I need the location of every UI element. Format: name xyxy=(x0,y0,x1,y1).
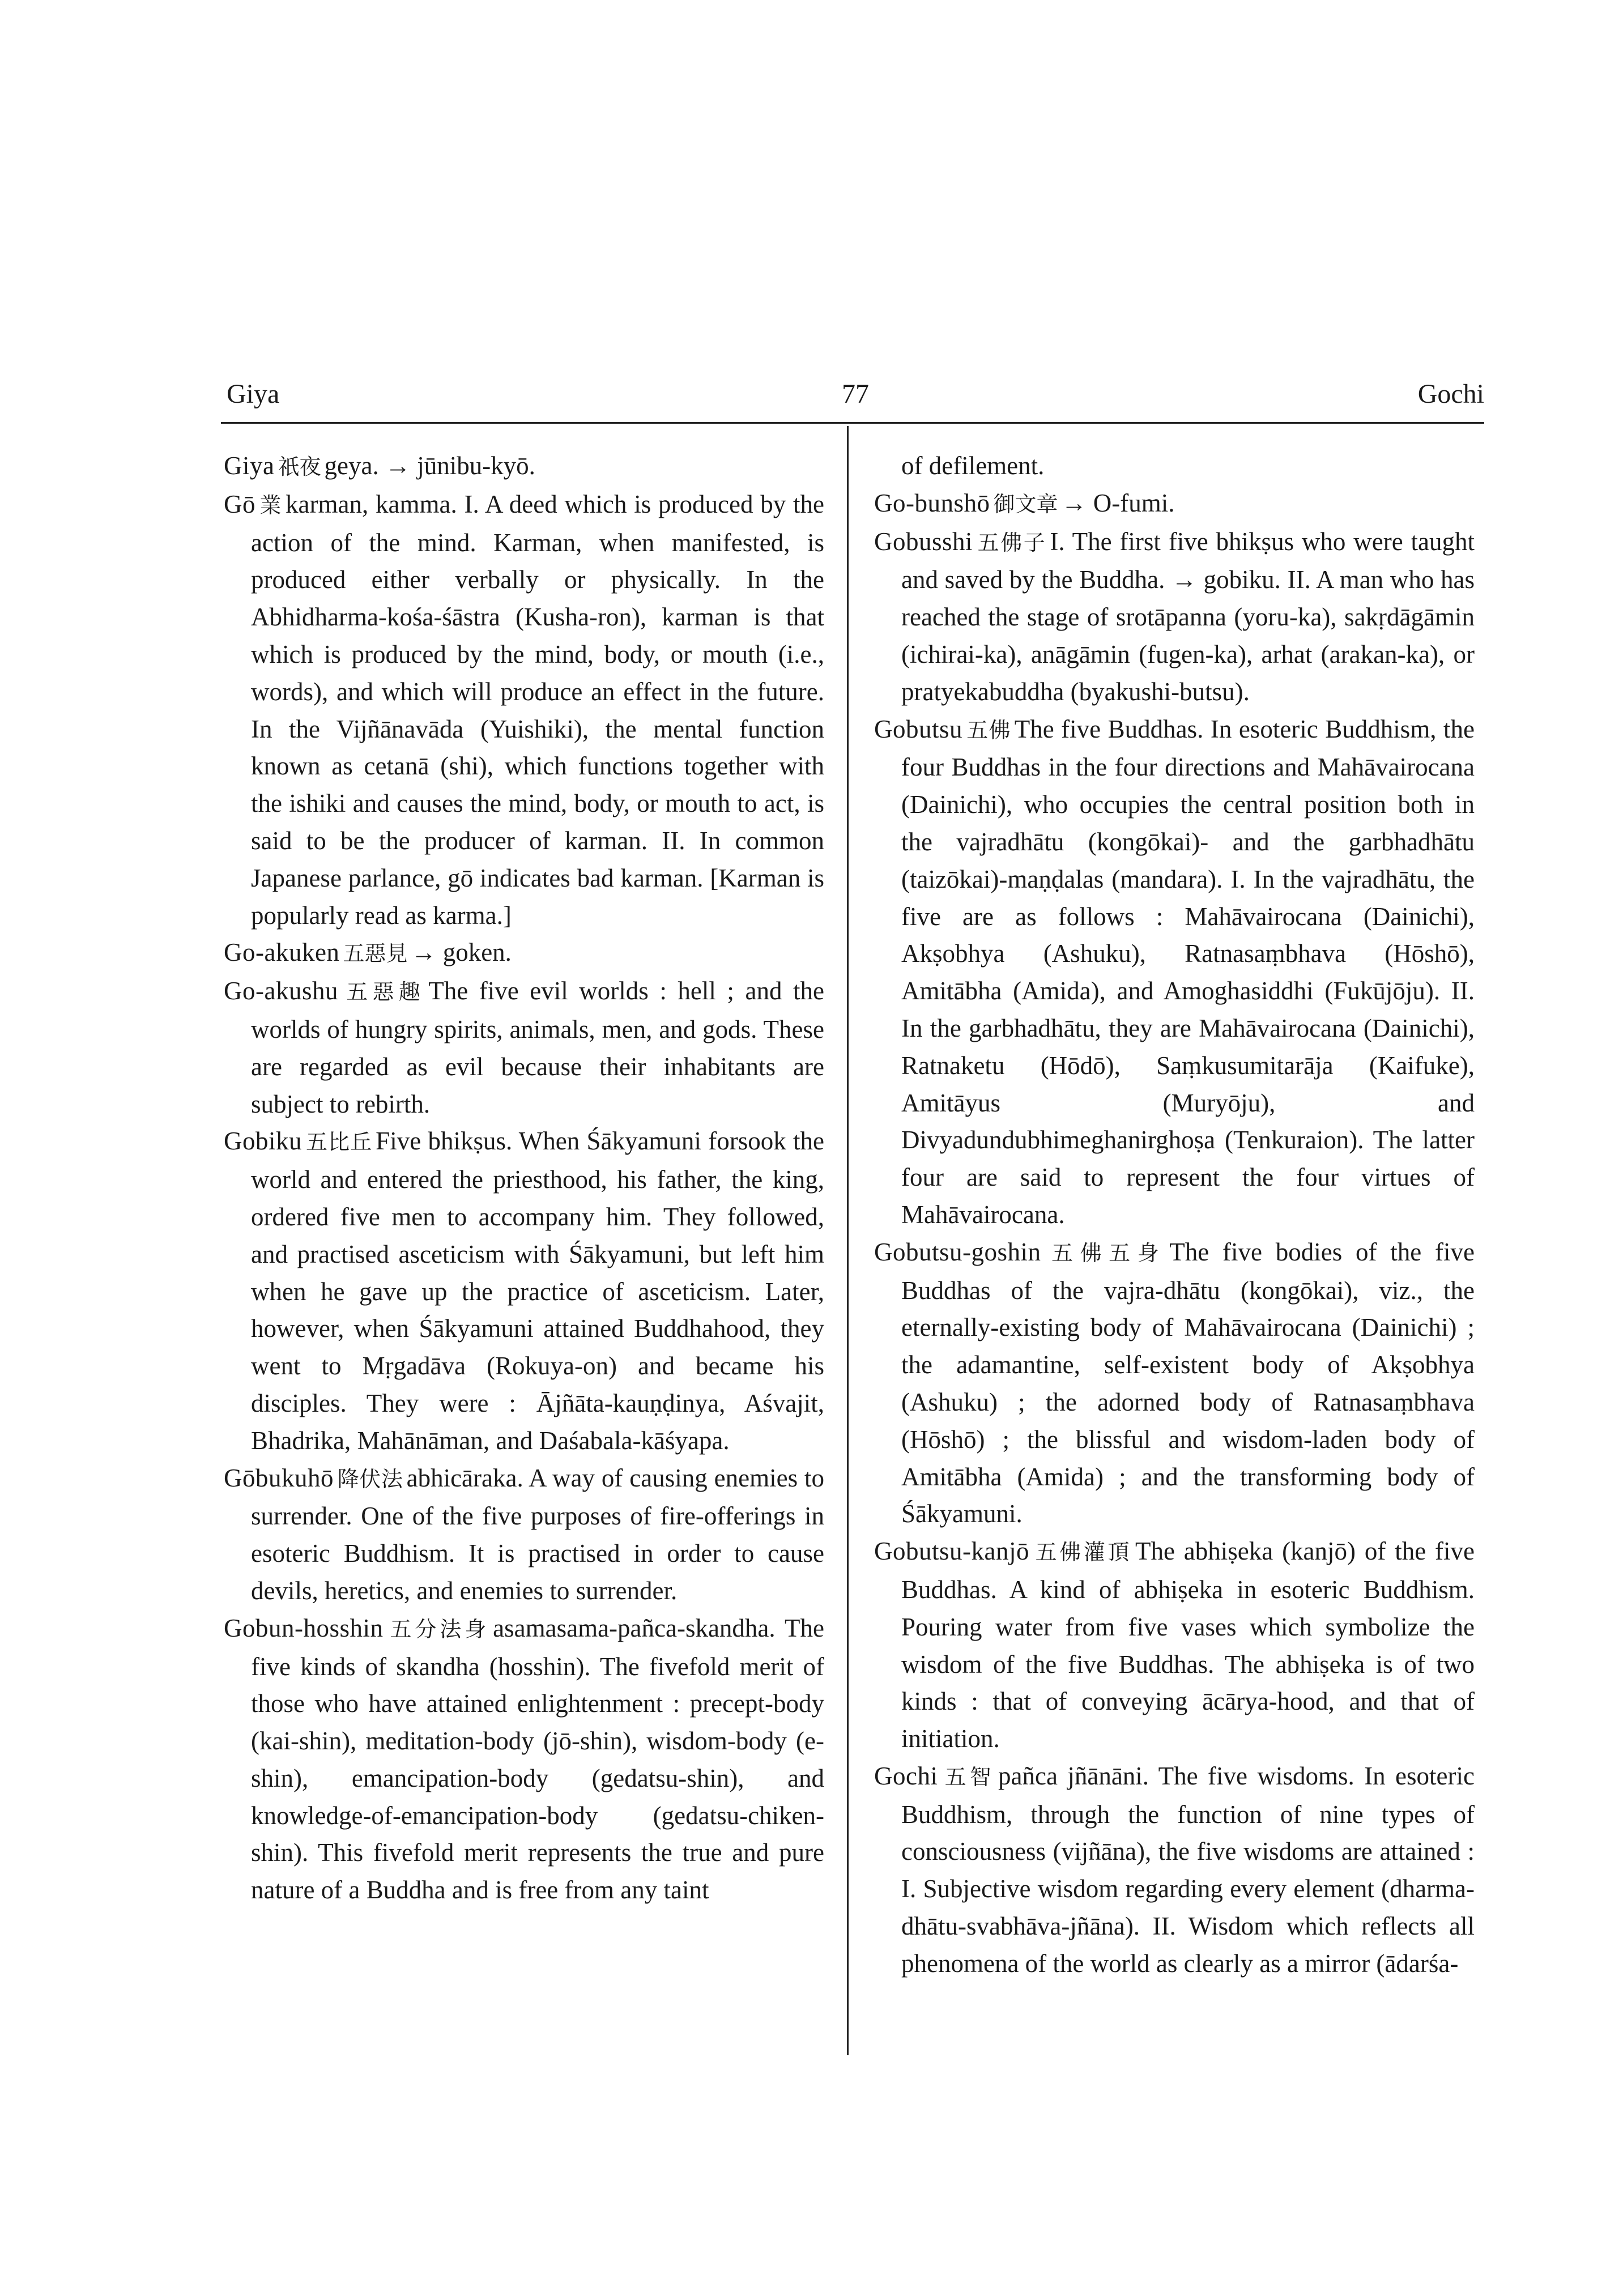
dictionary-entry xyxy=(874,1533,1475,1758)
dictionary-entry xyxy=(224,486,824,935)
entry-kanji: 五惡趣 xyxy=(341,979,425,1005)
entry-definition: I. The first five bhikṣus who were taught and saved by the Buddha. → gobiku. II. A man who has reached the stage of srotāpanna (yoru-ka), sakṛdāgāmin (ichirai-ka), anāgāmin (fugen-ka), arhat (arakan-ka), or pratyekabuddha (byakushi-butsu). xyxy=(901,527,1475,706)
entry-kanji: 降伏法 xyxy=(337,1466,403,1492)
entry-headword: Gō xyxy=(224,489,255,518)
dictionary-entry xyxy=(874,1234,1475,1533)
entry-headword: Gobusshi xyxy=(874,527,973,556)
dictionary-entry xyxy=(224,1123,824,1459)
entry-headword: Gōbukuhō xyxy=(224,1463,334,1492)
entry-headword: Gobutsu xyxy=(874,714,963,743)
entry-kanji: 五佛灌頂 xyxy=(1032,1540,1132,1565)
dictionary-entry xyxy=(224,448,824,486)
entry-kanji: 五佛子 xyxy=(976,530,1047,555)
header-right-guideword: Gochi xyxy=(1417,379,1484,409)
entry-headword: Gobiku xyxy=(224,1127,302,1156)
entry-definition: The abhiṣeka (kanjō) of the five Buddhas. A kind of abhiṣeka in esoteric Buddhism. Pouring water from five vases which symbolize the wisdom of the five Buddhas. The abhiṣeka is of two kinds : that of conveying ācārya-hood, and that of initiation. xyxy=(901,1537,1475,1753)
dictionary-entry xyxy=(874,523,1475,711)
entry-definition: The five Buddhas. In esoteric Buddhism, the four Buddhas in the four directions and Mahāvairocana (Dainichi), who occupies the central position both in the vajradhātu (kongōkai)- and the garbhadhātu (taizōkai)-maṇḍalas (mandara). I. In the vajradhātu, the five are as follows : Mahāvairocana (Dainichi), Akṣobhya (Ashuku), Ratnasaṃbhava (Hōshō), Amitābha (Amida), and Amoghasiddhi (Fukūjōju). II. In the garbhadhātu, they are Mahāvairocana (Dainichi), Ratnaketu (Hōdō), Saṃkusumitarāja (Kaifuke), Amitāyus (Muryōju), and Divyadundubhimeghanirghoṣa (Tenkuraion). The latter four are said to represent the four virtues of Mahāvairocana. xyxy=(901,714,1475,1229)
entry-kanji: 御文章 xyxy=(993,491,1058,517)
entry-headword: Go-akuken xyxy=(224,938,340,967)
entry-headword: Gobutsu-goshin xyxy=(874,1237,1041,1266)
entry-kanji: 五惡見 xyxy=(343,941,408,966)
dictionary-entry-continuation xyxy=(874,448,1475,485)
entry-kanji: 五佛 xyxy=(966,717,1011,743)
entry-headword: Go-akushu xyxy=(224,977,338,1006)
entry-kanji: 五佛五身 xyxy=(1044,1240,1166,1266)
running-head xyxy=(227,378,1484,418)
entry-headword: Gobun-hosshin xyxy=(224,1613,384,1642)
entry-definition: karman, kamma. I. A deed which is produced by the action of the mind. Karman, when manifested, is produced either verbally or physically. In the Abhidharma-kośa-śāstra (Kusha-ron), karman is that which is produced by the mind, body, or mouth (i.e., words), and which will produce an effect in the future. In the Vijñānavāda (Yuishiki), the mental function known as cetanā (shi), which functions together with the ishiki and causes the mind, body, or mouth to act, is said to be the producer of karman. II. In common Japanese parlance, gō indicates bad karman. [Karman is popularly read as karma.] xyxy=(251,489,824,930)
dictionary-entry xyxy=(224,973,824,1123)
header-left-guideword: Giya xyxy=(227,379,280,409)
entry-kanji: 祇夜 xyxy=(278,454,321,479)
entry-definition: → goken. xyxy=(411,938,512,967)
entry-kanji: 五分法身 xyxy=(386,1616,490,1642)
entry-definition: of defilement. xyxy=(901,451,1045,480)
entry-definition: Five bhikṣus. When Śākyamuni forsook the world and entered the priesthood, his father, the king, ordered five men to accompany him. They followed, and practised asceticism with Śākyamuni, but left him when he gave up the practice of asceticism. Later, however, when Śākyamuni attained Buddhahood, they went to Mṛgadāva (Rokuya-on) and became his disciples. They were : Ājñāta-kauṇḍinya, Aśvajit, Bhadrika, Mahānāman, and Daśabala-kāśyapa. xyxy=(251,1127,824,1455)
entry-headword: Giya xyxy=(224,451,275,480)
dictionary-entry xyxy=(874,711,1475,1234)
dictionary-entry xyxy=(224,1610,824,1909)
header-rule xyxy=(221,422,1484,424)
column-divider xyxy=(847,426,849,2055)
entry-kanji: 五智 xyxy=(941,1764,995,1790)
dictionary-entry xyxy=(874,485,1475,523)
entry-headword: Gochi xyxy=(874,1761,938,1790)
dictionary-entry xyxy=(224,934,824,973)
entry-definition: pañca jñānāni. The five wisdoms. In esoteric Buddhism, through the function of nine types of consciousness (vijñāna), the five wisdoms are attained : I. Subjective wisdom regarding every element (dharma-dhātu-svabhāva-jñāna). II. Wisdom which reflects all phenomena of the world as clearly as a mirror (ādarśa- xyxy=(901,1761,1475,1978)
entry-kanji: 五比丘 xyxy=(305,1130,373,1155)
entry-definition: geya. → jūnibu-kyō. xyxy=(324,451,535,480)
entry-kanji: 業 xyxy=(259,492,283,518)
entry-definition: → O-fumi. xyxy=(1061,488,1175,517)
right-column xyxy=(874,448,1475,1983)
entry-headword: Gobutsu-kanjō xyxy=(874,1537,1029,1566)
dictionary-entry xyxy=(874,1758,1475,1983)
entry-definition: asamasama-pañca-skandha. The five kinds of skandha (hosshin). The fivefold merit of those who have attained enlightenment : precept-body (kai-shin), meditation-body (jō-shin), wisdom-body (e-shin), emancipation-body (gedatsu-shin), and knowledge-of-emancipation-body (gedatsu-chiken-shin). This fivefold merit represents the true and pure nature of a Buddha and is free from any taint xyxy=(251,1613,824,1905)
left-column xyxy=(224,448,824,1909)
dictionary-entry xyxy=(224,1460,824,1610)
entry-definition: The five evil worlds : hell ; and the worlds of hungry spirits, animals, men, and gods. These are regarded as evil because their inhabitants are subject to rebirth. xyxy=(251,977,824,1118)
entry-definition: The five bodies of the five Buddhas of the vajra-dhātu (kongōkai), viz., the eternally-existing body of Mahāvairocana (Dainichi) ; the adamantine, self-existent body of Akṣobhya (Ashuku) ; the adorned body of Ratnasaṃbhava (Hōshō) ; the blissful and wisdom-laden body of Amitābha (Amida) ; and the transforming body of Śākyamuni. xyxy=(901,1237,1475,1528)
entry-definition: abhicāraka. A way of causing enemies to surrender. One of the five purposes of fire-offerings in esoteric Buddhism. It is practised in order to cause devils, heretics, and enemies to surrender. xyxy=(251,1463,824,1605)
page-number: 77 xyxy=(842,379,869,409)
entry-headword: Go-bunshō xyxy=(874,488,990,517)
